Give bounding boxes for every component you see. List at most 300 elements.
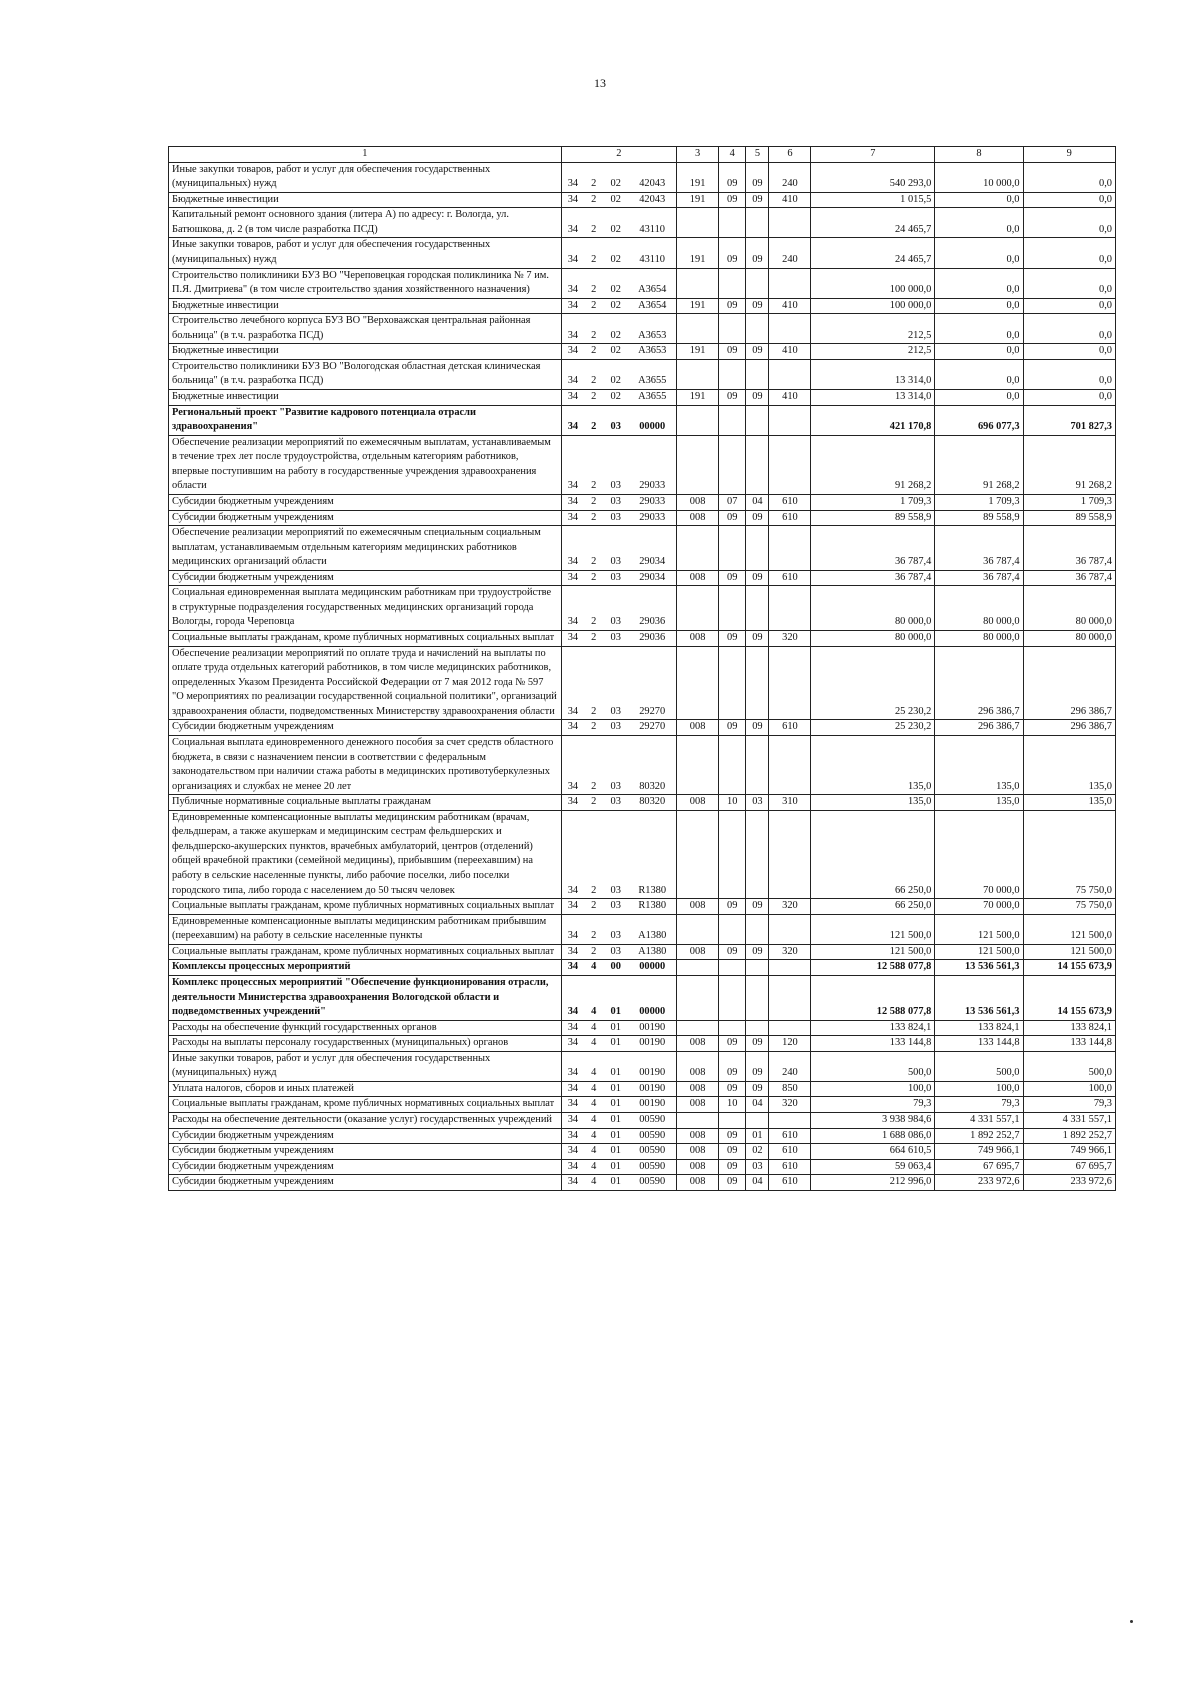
row-grbs: 008 xyxy=(677,795,719,811)
header-col-3: 3 xyxy=(677,147,719,163)
row-amount-year-3: 100,0 xyxy=(1023,1081,1115,1097)
table-row xyxy=(169,960,1116,976)
table-row xyxy=(169,944,1116,960)
row-code-structure: 02 xyxy=(603,208,628,238)
row-code-type: 2 xyxy=(584,162,603,192)
row-expense-type: 410 xyxy=(769,390,811,406)
row-subsection: 09 xyxy=(746,1051,769,1081)
row-code-structure: 03 xyxy=(603,526,628,571)
row-grbs: 191 xyxy=(677,162,719,192)
row-subsection: 04 xyxy=(746,494,769,510)
row-subsection: 09 xyxy=(746,944,769,960)
row-section: 09 xyxy=(719,1036,746,1052)
row-name: Региональный проект "Развитие кадрового потенциала отрасли здравоохранения" xyxy=(169,405,562,435)
row-code-structure: 01 xyxy=(603,1036,628,1052)
row-amount-year-3: 0,0 xyxy=(1023,298,1115,314)
row-amount-year-3: 296 386,7 xyxy=(1023,720,1115,736)
row-amount-year-3: 0,0 xyxy=(1023,390,1115,406)
row-expense-type xyxy=(769,646,811,720)
row-code-structure: 01 xyxy=(603,1113,628,1129)
row-code-direction: А3654 xyxy=(628,298,676,314)
row-section: 09 xyxy=(719,570,746,586)
table-row xyxy=(169,1159,1116,1175)
row-subsection xyxy=(746,405,769,435)
row-name: Строительство поликлиники БУЗ ВО "Вологодская областная детская клиническая больница" (в т.ч. разработка ПСД) xyxy=(169,359,562,389)
row-amount-year-1: 36 787,4 xyxy=(811,526,935,571)
row-name: Обеспечение реализации мероприятий по ежемесячным специальным социальным выплатам, устанавливаемым отдельным категориям медицинских работников медицинских организаций области xyxy=(169,526,562,571)
row-code-structure: 01 xyxy=(603,1175,628,1191)
row-code-type: 2 xyxy=(584,405,603,435)
row-expense-type: 610 xyxy=(769,494,811,510)
row-name: Социальная выплата единовременного денежного пособия за счет средств областного бюджета, в связи с назначением пенсии в соответствии с федеральным законодательством при наличии стажа работы в медицинских противотуберкулезных организациях и службах не менее 20 лет xyxy=(169,735,562,794)
row-code-direction: R1380 xyxy=(628,899,676,915)
row-name: Бюджетные инвестиции xyxy=(169,192,562,208)
row-code-type: 2 xyxy=(584,944,603,960)
row-name: Социальные выплаты гражданам, кроме публичных нормативных социальных выплат xyxy=(169,899,562,915)
table-row xyxy=(169,162,1116,192)
row-grbs xyxy=(677,435,719,494)
row-code-program: 34 xyxy=(561,646,584,720)
row-name: Субсидии бюджетным учреждениям xyxy=(169,494,562,510)
row-section: 09 xyxy=(719,899,746,915)
row-amount-year-1: 79,3 xyxy=(811,1097,935,1113)
row-code-structure: 02 xyxy=(603,344,628,360)
row-amount-year-3: 0,0 xyxy=(1023,268,1115,298)
row-grbs: 008 xyxy=(677,1081,719,1097)
row-amount-year-2: 80 000,0 xyxy=(935,586,1023,631)
row-amount-year-1: 212,5 xyxy=(811,314,935,344)
table-row xyxy=(169,298,1116,314)
row-expense-type xyxy=(769,975,811,1020)
row-name: Субсидии бюджетным учреждениям xyxy=(169,1128,562,1144)
row-name: Комплекс процессных мероприятий "Обеспечение функционирования отрасли, деятельности Министерства здравоохранения Вологодской области и подведомственных учреждений" xyxy=(169,975,562,1020)
row-code-direction: 00590 xyxy=(628,1113,676,1129)
row-code-direction: R1380 xyxy=(628,810,676,898)
row-code-type: 4 xyxy=(584,1051,603,1081)
row-grbs xyxy=(677,914,719,944)
row-grbs: 008 xyxy=(677,631,719,647)
row-subsection: 04 xyxy=(746,1097,769,1113)
row-amount-year-2: 121 500,0 xyxy=(935,944,1023,960)
row-subsection xyxy=(746,735,769,794)
row-name: Публичные нормативные социальные выплаты гражданам xyxy=(169,795,562,811)
row-amount-year-1: 80 000,0 xyxy=(811,586,935,631)
row-code-structure: 01 xyxy=(603,1020,628,1036)
row-code-structure: 03 xyxy=(603,510,628,526)
table-row xyxy=(169,344,1116,360)
row-grbs xyxy=(677,1020,719,1036)
row-code-program: 34 xyxy=(561,1113,584,1129)
row-grbs xyxy=(677,314,719,344)
row-subsection xyxy=(746,646,769,720)
table-row xyxy=(169,1128,1116,1144)
table-row xyxy=(169,631,1116,647)
row-code-type: 2 xyxy=(584,314,603,344)
row-subsection: 09 xyxy=(746,899,769,915)
page-number: 13 xyxy=(594,76,606,90)
row-code-direction: А3653 xyxy=(628,314,676,344)
row-amount-year-3: 135,0 xyxy=(1023,795,1115,811)
row-code-type: 2 xyxy=(584,914,603,944)
row-section xyxy=(719,735,746,794)
row-code-structure: 03 xyxy=(603,944,628,960)
row-code-structure: 02 xyxy=(603,390,628,406)
row-code-program: 34 xyxy=(561,526,584,571)
row-amount-year-2: 79,3 xyxy=(935,1097,1023,1113)
row-name: Социальные выплаты гражданам, кроме публичных нормативных социальных выплат xyxy=(169,631,562,647)
row-subsection: 09 xyxy=(746,631,769,647)
row-subsection: 03 xyxy=(746,795,769,811)
row-expense-type xyxy=(769,526,811,571)
row-code-type: 2 xyxy=(584,795,603,811)
row-section: 09 xyxy=(719,510,746,526)
header-col-4: 4 xyxy=(719,147,746,163)
row-amount-year-2: 233 972,6 xyxy=(935,1175,1023,1191)
row-expense-type xyxy=(769,405,811,435)
row-subsection xyxy=(746,359,769,389)
row-amount-year-2: 70 000,0 xyxy=(935,810,1023,898)
budget-table xyxy=(168,146,1116,1191)
row-code-type: 2 xyxy=(584,344,603,360)
row-code-type: 2 xyxy=(584,390,603,406)
row-amount-year-3: 75 750,0 xyxy=(1023,810,1115,898)
row-code-program: 34 xyxy=(561,314,584,344)
row-amount-year-2: 696 077,3 xyxy=(935,405,1023,435)
row-expense-type xyxy=(769,1020,811,1036)
row-code-direction: 29033 xyxy=(628,510,676,526)
row-code-program: 34 xyxy=(561,1159,584,1175)
row-subsection xyxy=(746,526,769,571)
row-grbs xyxy=(677,526,719,571)
row-amount-year-3: 36 787,4 xyxy=(1023,526,1115,571)
row-code-type: 2 xyxy=(584,359,603,389)
table-row xyxy=(169,735,1116,794)
table-row xyxy=(169,390,1116,406)
row-code-type: 2 xyxy=(584,298,603,314)
row-code-structure: 01 xyxy=(603,1128,628,1144)
row-amount-year-3: 500,0 xyxy=(1023,1051,1115,1081)
row-code-structure: 03 xyxy=(603,494,628,510)
row-name: Комплексы процессных мероприятий xyxy=(169,960,562,976)
row-grbs: 191 xyxy=(677,192,719,208)
row-amount-year-2: 1 709,3 xyxy=(935,494,1023,510)
row-code-type: 2 xyxy=(584,586,603,631)
row-expense-type: 120 xyxy=(769,1036,811,1052)
row-amount-year-3: 121 500,0 xyxy=(1023,944,1115,960)
row-code-direction: 00590 xyxy=(628,1128,676,1144)
row-expense-type xyxy=(769,810,811,898)
row-code-program: 34 xyxy=(561,238,584,268)
row-subsection: 09 xyxy=(746,720,769,736)
row-code-program: 34 xyxy=(561,1051,584,1081)
header-col-5: 5 xyxy=(746,147,769,163)
row-code-type: 2 xyxy=(584,494,603,510)
row-amount-year-2: 133 144,8 xyxy=(935,1036,1023,1052)
row-code-program: 34 xyxy=(561,208,584,238)
row-section: 09 xyxy=(719,238,746,268)
table-row xyxy=(169,795,1116,811)
row-code-direction: А3654 xyxy=(628,268,676,298)
row-code-direction: 00190 xyxy=(628,1036,676,1052)
row-section xyxy=(719,526,746,571)
header-col-1: 1 xyxy=(169,147,562,163)
row-grbs: 008 xyxy=(677,1051,719,1081)
table-row xyxy=(169,494,1116,510)
row-name: Бюджетные инвестиции xyxy=(169,298,562,314)
row-subsection: 09 xyxy=(746,162,769,192)
row-code-type: 2 xyxy=(584,268,603,298)
row-amount-year-1: 25 230,2 xyxy=(811,646,935,720)
row-amount-year-2: 0,0 xyxy=(935,298,1023,314)
row-amount-year-1: 13 314,0 xyxy=(811,390,935,406)
row-grbs: 008 xyxy=(677,1159,719,1175)
row-code-direction: 00590 xyxy=(628,1144,676,1160)
row-section xyxy=(719,586,746,631)
row-amount-year-3: 0,0 xyxy=(1023,162,1115,192)
row-amount-year-2: 100,0 xyxy=(935,1081,1023,1097)
row-code-structure: 03 xyxy=(603,795,628,811)
row-amount-year-3: 749 966,1 xyxy=(1023,1144,1115,1160)
row-code-program: 34 xyxy=(561,162,584,192)
row-code-type: 4 xyxy=(584,1175,603,1191)
row-code-direction: А3655 xyxy=(628,390,676,406)
row-amount-year-2: 0,0 xyxy=(935,359,1023,389)
table-row xyxy=(169,510,1116,526)
row-code-structure: 02 xyxy=(603,162,628,192)
row-grbs: 191 xyxy=(677,298,719,314)
row-code-direction: 00000 xyxy=(628,960,676,976)
row-expense-type: 610 xyxy=(769,570,811,586)
row-code-direction: 29270 xyxy=(628,720,676,736)
row-section: 09 xyxy=(719,344,746,360)
row-subsection xyxy=(746,435,769,494)
table-row xyxy=(169,899,1116,915)
row-name: Расходы на обеспечение функций государственных органов xyxy=(169,1020,562,1036)
row-code-direction: 00590 xyxy=(628,1175,676,1191)
row-section: 09 xyxy=(719,298,746,314)
row-code-program: 34 xyxy=(561,795,584,811)
row-amount-year-1: 212 996,0 xyxy=(811,1175,935,1191)
row-code-direction: 29270 xyxy=(628,646,676,720)
row-code-type: 2 xyxy=(584,631,603,647)
row-grbs xyxy=(677,975,719,1020)
row-code-program: 34 xyxy=(561,1020,584,1036)
row-code-program: 34 xyxy=(561,192,584,208)
table-row xyxy=(169,1036,1116,1052)
row-code-structure: 03 xyxy=(603,810,628,898)
row-code-direction: 29033 xyxy=(628,494,676,510)
row-code-structure: 01 xyxy=(603,1097,628,1113)
row-subsection: 09 xyxy=(746,238,769,268)
row-section: 09 xyxy=(719,1081,746,1097)
row-amount-year-1: 133 144,8 xyxy=(811,1036,935,1052)
row-name: Социальная единовременная выплата медицинским работникам при трудоустройстве в структурные подразделения государственных медицинских организаций города Вологды, города Череповца xyxy=(169,586,562,631)
row-section: 07 xyxy=(719,494,746,510)
row-code-direction: А1380 xyxy=(628,914,676,944)
row-code-type: 2 xyxy=(584,735,603,794)
row-code-program: 34 xyxy=(561,899,584,915)
row-code-structure: 02 xyxy=(603,314,628,344)
row-code-direction: 80320 xyxy=(628,735,676,794)
row-code-structure: 02 xyxy=(603,359,628,389)
row-amount-year-2: 0,0 xyxy=(935,344,1023,360)
row-amount-year-2: 13 536 561,3 xyxy=(935,960,1023,976)
row-expense-type xyxy=(769,960,811,976)
row-amount-year-1: 100,0 xyxy=(811,1081,935,1097)
table-row xyxy=(169,1113,1116,1129)
row-amount-year-3: 36 787,4 xyxy=(1023,570,1115,586)
table-row xyxy=(169,526,1116,571)
row-code-type: 2 xyxy=(584,899,603,915)
row-code-structure: 03 xyxy=(603,631,628,647)
row-amount-year-3: 0,0 xyxy=(1023,344,1115,360)
row-grbs xyxy=(677,359,719,389)
row-code-type: 4 xyxy=(584,1159,603,1175)
row-grbs: 008 xyxy=(677,944,719,960)
row-amount-year-2: 91 268,2 xyxy=(935,435,1023,494)
row-name: Обеспечение реализации мероприятий по ежемесячным выплатам, устанавливаемым в течение трех лет после трудоустройства, отдельным категориям работников, впервые поступившим на работу в государственные учреждения здравоохранения области xyxy=(169,435,562,494)
row-section xyxy=(719,1113,746,1129)
row-amount-year-1: 100 000,0 xyxy=(811,268,935,298)
table-body xyxy=(169,162,1116,1190)
row-amount-year-3: 133 824,1 xyxy=(1023,1020,1115,1036)
row-expense-type: 320 xyxy=(769,944,811,960)
row-grbs xyxy=(677,586,719,631)
row-section: 09 xyxy=(719,192,746,208)
row-expense-type: 320 xyxy=(769,631,811,647)
row-amount-year-1: 135,0 xyxy=(811,735,935,794)
row-name: Иные закупки товаров, работ и услуг для обеспечения государственных (муниципальных) нужд xyxy=(169,1051,562,1081)
table-row xyxy=(169,208,1116,238)
row-amount-year-1: 540 293,0 xyxy=(811,162,935,192)
row-amount-year-3: 296 386,7 xyxy=(1023,646,1115,720)
row-code-program: 34 xyxy=(561,944,584,960)
row-amount-year-2: 133 824,1 xyxy=(935,1020,1023,1036)
row-code-structure: 03 xyxy=(603,899,628,915)
row-code-program: 34 xyxy=(561,975,584,1020)
row-code-program: 34 xyxy=(561,494,584,510)
row-code-type: 4 xyxy=(584,1020,603,1036)
row-code-program: 34 xyxy=(561,1175,584,1191)
row-code-type: 4 xyxy=(584,1081,603,1097)
table-row xyxy=(169,586,1116,631)
row-section: 10 xyxy=(719,795,746,811)
row-code-program: 34 xyxy=(561,570,584,586)
table-row xyxy=(169,435,1116,494)
row-amount-year-1: 12 588 077,8 xyxy=(811,960,935,976)
row-section: 10 xyxy=(719,1097,746,1113)
row-expense-type: 850 xyxy=(769,1081,811,1097)
row-amount-year-3: 14 155 673,9 xyxy=(1023,975,1115,1020)
row-amount-year-1: 25 230,2 xyxy=(811,720,935,736)
row-code-program: 34 xyxy=(561,810,584,898)
row-amount-year-3: 1 709,3 xyxy=(1023,494,1115,510)
row-subsection xyxy=(746,208,769,238)
row-amount-year-3: 1 892 252,7 xyxy=(1023,1128,1115,1144)
table-row xyxy=(169,914,1116,944)
row-name: Субсидии бюджетным учреждениям xyxy=(169,1159,562,1175)
row-name: Социальные выплаты гражданам, кроме публичных нормативных социальных выплат xyxy=(169,944,562,960)
row-section: 09 xyxy=(719,944,746,960)
row-expense-type: 410 xyxy=(769,344,811,360)
row-code-direction: 00590 xyxy=(628,1159,676,1175)
row-name: Субсидии бюджетным учреждениям xyxy=(169,1175,562,1191)
row-amount-year-2: 36 787,4 xyxy=(935,526,1023,571)
row-name: Капитальный ремонт основного здания (литера А) по адресу: г. Вологда, ул. Батюшкова, д. 2 (в том числе разработка ПСД) xyxy=(169,208,562,238)
row-amount-year-2: 296 386,7 xyxy=(935,646,1023,720)
row-code-structure: 03 xyxy=(603,405,628,435)
row-section xyxy=(719,268,746,298)
row-amount-year-2: 89 558,9 xyxy=(935,510,1023,526)
row-subsection: 01 xyxy=(746,1128,769,1144)
row-amount-year-2: 80 000,0 xyxy=(935,631,1023,647)
row-code-structure: 01 xyxy=(603,1159,628,1175)
row-expense-type: 610 xyxy=(769,1128,811,1144)
row-grbs: 191 xyxy=(677,390,719,406)
row-amount-year-1: 13 314,0 xyxy=(811,359,935,389)
row-amount-year-2: 70 000,0 xyxy=(935,899,1023,915)
row-amount-year-1: 133 824,1 xyxy=(811,1020,935,1036)
table-row xyxy=(169,268,1116,298)
row-amount-year-2: 13 536 561,3 xyxy=(935,975,1023,1020)
table-row xyxy=(169,1097,1116,1113)
row-subsection xyxy=(746,586,769,631)
row-subsection: 09 xyxy=(746,192,769,208)
row-code-program: 34 xyxy=(561,735,584,794)
row-amount-year-2: 121 500,0 xyxy=(935,914,1023,944)
row-code-program: 34 xyxy=(561,914,584,944)
row-name: Бюджетные инвестиции xyxy=(169,390,562,406)
row-name: Расходы на обеспечение деятельности (оказание услуг) государственных учреждений xyxy=(169,1113,562,1129)
row-grbs: 008 xyxy=(677,1097,719,1113)
row-name: Расходы на выплаты персоналу государственных (муниципальных) органов xyxy=(169,1036,562,1052)
row-amount-year-1: 24 465,7 xyxy=(811,238,935,268)
row-code-type: 2 xyxy=(584,720,603,736)
row-code-direction: А1380 xyxy=(628,944,676,960)
row-grbs: 008 xyxy=(677,1175,719,1191)
row-subsection: 09 xyxy=(746,1081,769,1097)
row-amount-year-3: 80 000,0 xyxy=(1023,586,1115,631)
row-subsection: 04 xyxy=(746,1175,769,1191)
table-row xyxy=(169,1144,1116,1160)
row-amount-year-1: 36 787,4 xyxy=(811,570,935,586)
row-code-structure: 02 xyxy=(603,238,628,268)
row-expense-type: 240 xyxy=(769,238,811,268)
row-subsection xyxy=(746,1113,769,1129)
row-code-structure: 03 xyxy=(603,435,628,494)
row-name: Единовременные компенсационные выплаты медицинским работникам прибывшим (переехавшим) на работу в сельские населенные пункты xyxy=(169,914,562,944)
row-section xyxy=(719,810,746,898)
row-amount-year-2: 0,0 xyxy=(935,192,1023,208)
row-amount-year-2: 135,0 xyxy=(935,795,1023,811)
row-code-structure: 03 xyxy=(603,914,628,944)
row-expense-type xyxy=(769,359,811,389)
row-amount-year-2: 0,0 xyxy=(935,268,1023,298)
row-amount-year-1: 121 500,0 xyxy=(811,914,935,944)
row-amount-year-3: 0,0 xyxy=(1023,314,1115,344)
row-code-program: 34 xyxy=(561,359,584,389)
row-code-program: 34 xyxy=(561,631,584,647)
row-code-structure: 01 xyxy=(603,1081,628,1097)
row-amount-year-3: 91 268,2 xyxy=(1023,435,1115,494)
row-code-structure: 02 xyxy=(603,192,628,208)
row-section: 09 xyxy=(719,162,746,192)
row-subsection: 02 xyxy=(746,1144,769,1160)
row-amount-year-2: 10 000,0 xyxy=(935,162,1023,192)
table-row xyxy=(169,238,1116,268)
table-row xyxy=(169,975,1116,1020)
row-code-program: 34 xyxy=(561,1081,584,1097)
